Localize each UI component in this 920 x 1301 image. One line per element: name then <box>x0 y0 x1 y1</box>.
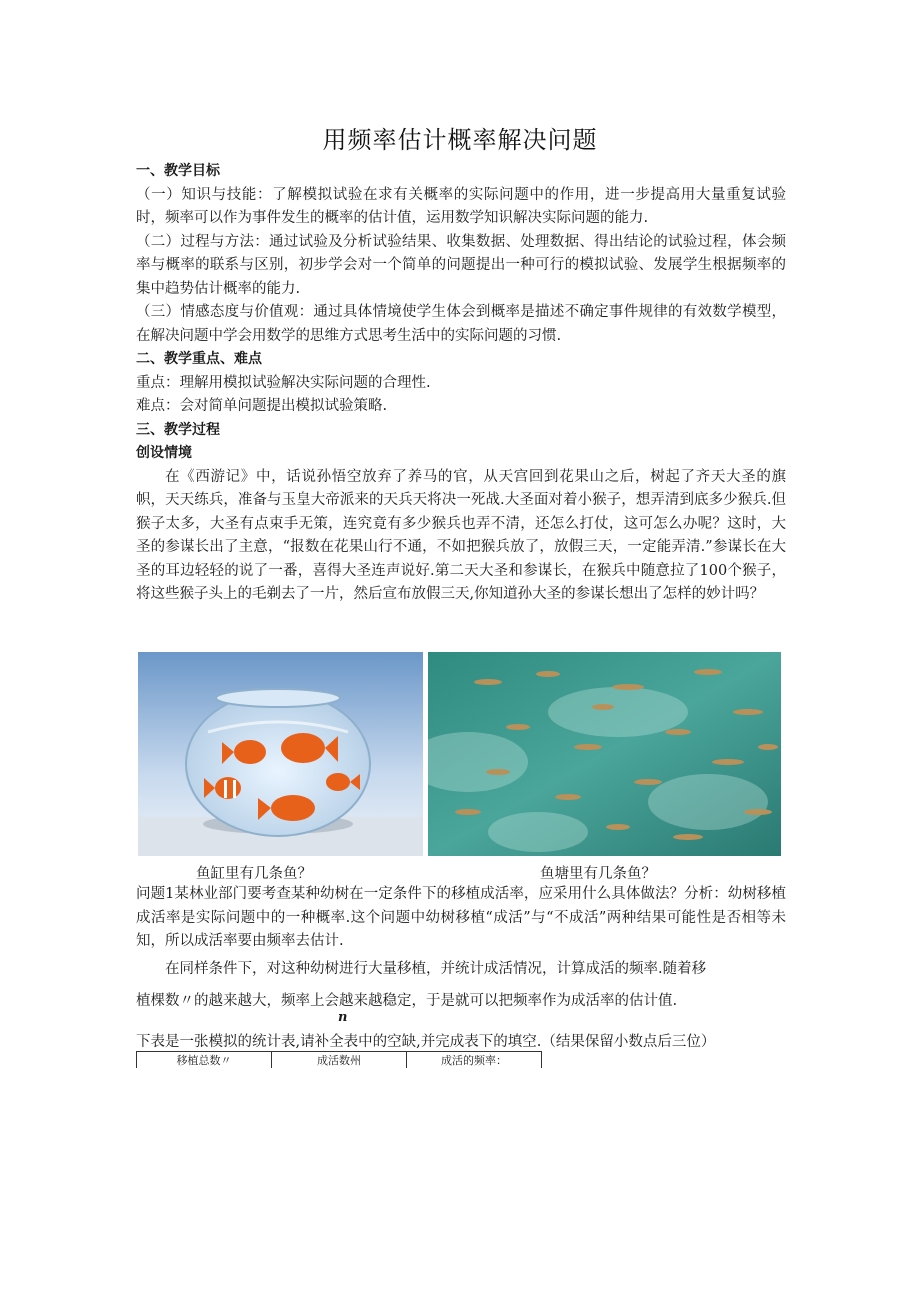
problem-paragraph-2-continued: 植棵数〃的越来越大，频率上会越来越稳定，于是就可以把频率作为成活率的估计值. <box>136 993 678 1009</box>
statistics-table <box>136 1051 542 1068</box>
difficulty-point: 难点：会对简单问题提出模拟试验策略. <box>136 398 388 414</box>
document-title: 用频率估计概率解决问题 <box>322 126 598 154</box>
section-heading: 一、教学目标 <box>136 163 220 179</box>
paragraph: （三）情感态度与价值观：通过具体情境使学生体会到概率是描述不确定事件规律的有效数学模型，在解决问题中学会用数学的思维方式思考生活中的实际问题的习惯. <box>136 304 786 344</box>
section-heading: 二、教学重点、难点 <box>136 351 262 367</box>
table-header-row <box>137 1052 542 1069</box>
table-header-cell: 成活数州 <box>272 1052 407 1069</box>
table-intro: 下表是一张模拟的统计表,请补全表中的空缺,并完成表下的填空.（结果保留小数点后三位） <box>136 1034 716 1050</box>
sub-heading: 创设情境 <box>136 445 192 461</box>
teaching-objectives-section <box>136 160 786 607</box>
variable-n-mark: n <box>338 1010 348 1025</box>
story-paragraph: 在《西游记》中，话说孙悟空放弃了养马的官，从天宫回到花果山之后，树起了齐天大圣的旗帜，天天练兵，准备与玉皇大帝派来的天兵天将决一死战.大圣面对着小猴子，想弄清到底多少猴兵.但猴子太多，大圣有点束手无策，连究竟有多少猴兵也弄不清，还怎么打仗，这可怎么办呢？这时，大圣的参谋长出了主意，“报数在花果山行不通，不如把猴兵放了，放假三天，一定能弄清.”参谋长在大圣的耳边轻轻的说了一番，喜得大圣连声说好.第二天大圣和参谋长，在猴兵中随意拉了100个猴子，将这些猴子头上的毛剃去了一片，然后宣布放假三天,你知道孙大圣的参谋长想出了怎样的妙计吗？ <box>136 468 786 602</box>
paragraph: （一）知识与技能：了解模拟试验在求有关概率的实际问题中的作用，进一步提高用大量重复试验时，频率可以作为事件发生的概率的估计值，运用数学知识解决实际问题的能力. <box>136 186 786 226</box>
section-heading: 三、教学过程 <box>136 421 220 438</box>
problem-paragraph: 问题1某林业部门要考查某种幼树在一定条件下的移植成活率，应采用什么具体做法？分析：幼树移植成活率是实际问题中的一种概率.这个问题中幼树移植“成活”与“不成活”两种结果可能性是否相等未知，所以成活率要由频率去估计. <box>136 886 786 949</box>
fishbowl-caption: 鱼缸里有几条鱼？ <box>196 866 312 882</box>
problem-paragraph-2: 在同样条件下，对这种幼树进行大量移植，并统计成活情况，计算成活的频率.随着移 <box>165 960 707 977</box>
table-header-cell: 成活的频率： <box>407 1052 542 1069</box>
fish-pond-caption: 鱼塘里有几条鱼？ <box>540 866 656 882</box>
fish-pond-image <box>428 652 781 856</box>
table-header-cell: 移植总数〃 <box>137 1052 272 1069</box>
key-point: 重点：理解用模拟试验解决实际问题的合理性. <box>136 374 431 391</box>
paragraph: （二）过程与方法：通过试验及分析试验结果、收集数据、处理数据、得出结论的试验过程，体会频率与概率的联系与区别，初步学会对一个简单的问题提出一种可行的模拟试验、发展学生根据频率的集中趋势估计概率的能力. <box>136 233 786 297</box>
problem-1-section <box>136 883 786 981</box>
fishbowl-image <box>138 652 423 856</box>
